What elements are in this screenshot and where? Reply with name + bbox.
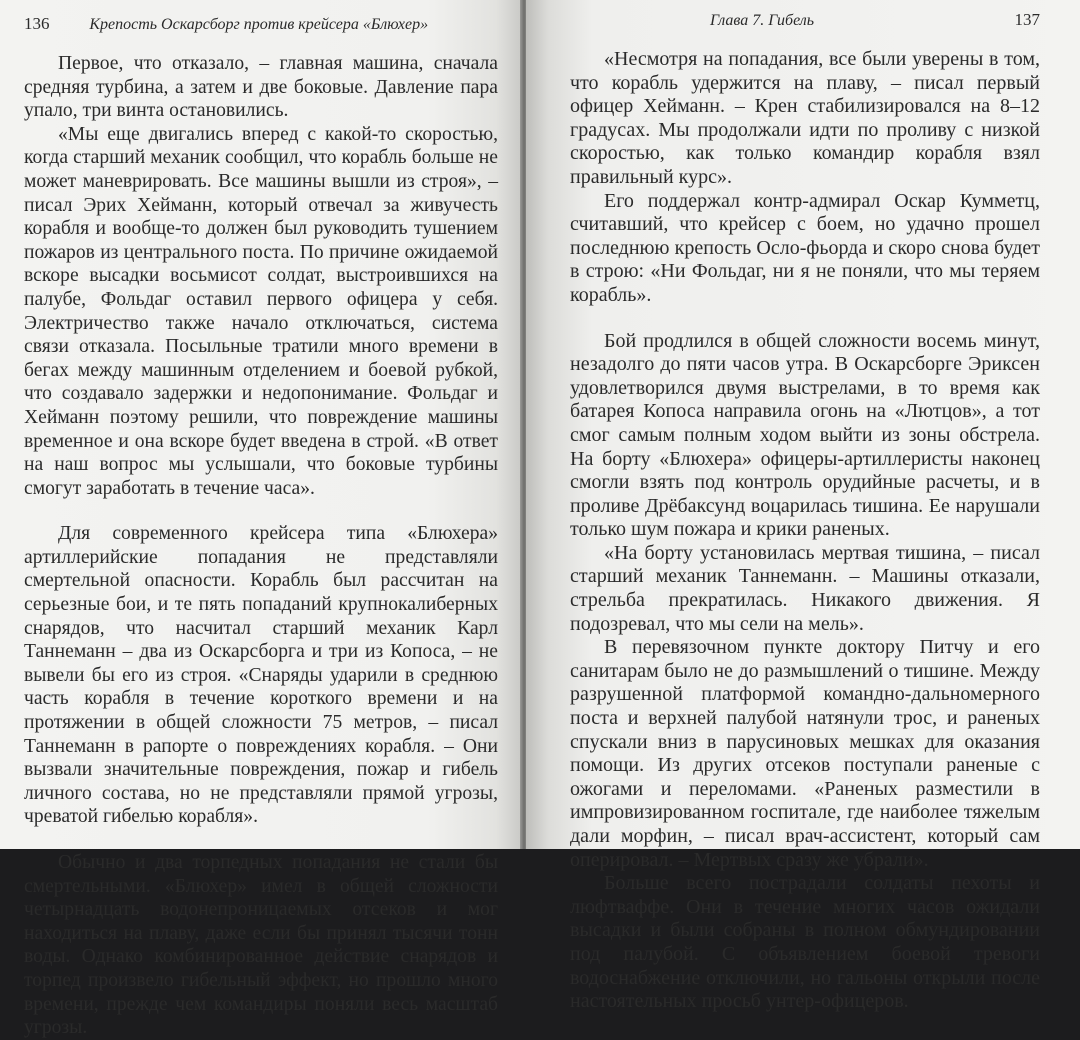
left-running-head bbox=[24, 14, 498, 34]
paragraph: «Несмотря на попадания, все были уверены в том, что корабль удержится на плаву, – писал первый офицер Хейманн. – Крен стабилизировался на 8–12 градусах. Мы продолжали идти по проливу с низкой скоростью, как только командир корабля взял правильный курс». bbox=[570, 48, 1040, 188]
right-running-title: Глава 7. Гибель bbox=[710, 12, 815, 29]
right-page-number: 137 bbox=[1014, 10, 1040, 29]
right-page bbox=[526, 0, 1080, 1013]
left-page-number: 136 bbox=[24, 14, 50, 33]
paragraph: В перевязочном пункте доктору Питчу и его санитарам было не до размышлений о тишине. Между разрушенной платформой командно-дальномерного поста и верхней палубой натянули трос, и раненых спускали вниз в парусиновых мешках для оказания помощи. Из других отсеков поступали раненые с ожогами и переломами. «Раненых разместили в импровизированном госпитале, где наиболее тяжелым дали морфин, – писал врач-ассистент, который сам оперировал. – Мертвых сразу же убрали». bbox=[570, 636, 1040, 871]
paragraph: Больше всего пострадали солдаты пехоты и люфтваффе. Они в течение многих часов ожидали высадки и были собраны в полном обмундировании под палубой. С объявлением боевой тревоги водоснабжение отключили, но гальоны открыли после настоятельных просьб унтер-офицеров. bbox=[570, 872, 1040, 1013]
left-page-body bbox=[24, 52, 498, 1040]
right-page-body bbox=[570, 48, 1040, 1014]
left-page bbox=[0, 0, 522, 1039]
paragraph: «Мы еще двигались вперед с какой-то скоростью, когда старший механик сообщил, что корабль больше не может маневрировать. Все машины вышли из строя», – писал Эрих Хейманн, который отвечал за живучесть корабля и вообще-то должен был руководить тушением пожаров из центрального поста. По причине ожидаемой вскоре высадки восьмисот солдат, выстроившихся на палубе, Фольдаг оставил первого офицера у себя. Электричество также начало отключаться, система связи отказала. Посыльные тратили много времени в бегах между машинным отделением и боевой рубкой, что создавало задержки и недопонимание. Фольдаг и Хейманн поэтому решили, что повреждение машины временное и она вскоре будет введена в строй. «В ответ на наш вопрос мы услышали, что боковые турбины смогут заработать в течение часа». bbox=[24, 123, 498, 499]
paragraph: Первое, что отказало, – главная машина, сначала средняя турбина, а затем и две боковые. Давление пара упало, три винта остановились. bbox=[24, 53, 498, 122]
paragraph: Обычно и два торпедных попадания не стали бы смертельными. «Блюхер» имел в общей сложности четырнадцать водонепроницаемых отсеков и мог находиться на плаву, даже если бы принял тысячи тонн воды. Однако комбинированное действие снарядов и торпед произвело гибельный эффект, но прошло много времени, прежде чем командиры поняли весь масштаб угрозы. bbox=[24, 852, 498, 1039]
left-running-title: Крепость Оскарсборг против крейсера «Блюхер» bbox=[89, 16, 429, 33]
paragraph: «На борту установилась мертвая тишина, – писал старший механик Таннеманн. – Машины отказали, стрельба прекратилась. Никакого движения. Я подозревал, что мы сели на мель». bbox=[570, 541, 1040, 635]
paragraph: Его поддержал контр-адмирал Оскар Кумметц, считавший, что крейсер с боем, но удачно прошел последнюю крепость Осло-фьорда и скоро снова будет в строю: «Ни Фольдаг, ни я не поняли, что мы теряем корабль». bbox=[570, 189, 1040, 306]
right-running-head bbox=[570, 10, 1040, 30]
paragraph: Бой продлился в общей сложности восемь минут, незадолго до пяти часов утра. В Оскарсборге Эриксен удовлетворился двумя выстрелами, в то время как батарея Копоса направила огонь на «Лютцов», а тот смог самым полным ходом выйти из зоны обстрела. На борту «Блюхера» офицеры-артиллеристы наконец смогли взять под контроль орудийные расчеты, и в проливе Дрёбаксунд воцарилась тишина. Ее нарушали только шум пожара и крики раненых. bbox=[570, 329, 1040, 541]
paragraph: Для современного крейсера типа «Блюхера» артиллерийские попадания не представляли смертельной опасности. Корабль был рассчитан на серьезные бои, и те пять попаданий крупнокалиберных снарядов, что насчитал старший механик Карл Таннеманн – два из Оскарсборга и три из Копоса, – не вывели бы его из строя. «Снаряды ударили в среднюю часть корабля в течение короткого времени и на протяжении в общей сложности 75 метров, – писал Таннеманн в рапорте о повреждениях корабля. – Они вызвали значительные повреждения, пожар и гибель личного состава, но не представляли прямой угрозы, чреватой гибелью корабля». bbox=[24, 523, 498, 828]
